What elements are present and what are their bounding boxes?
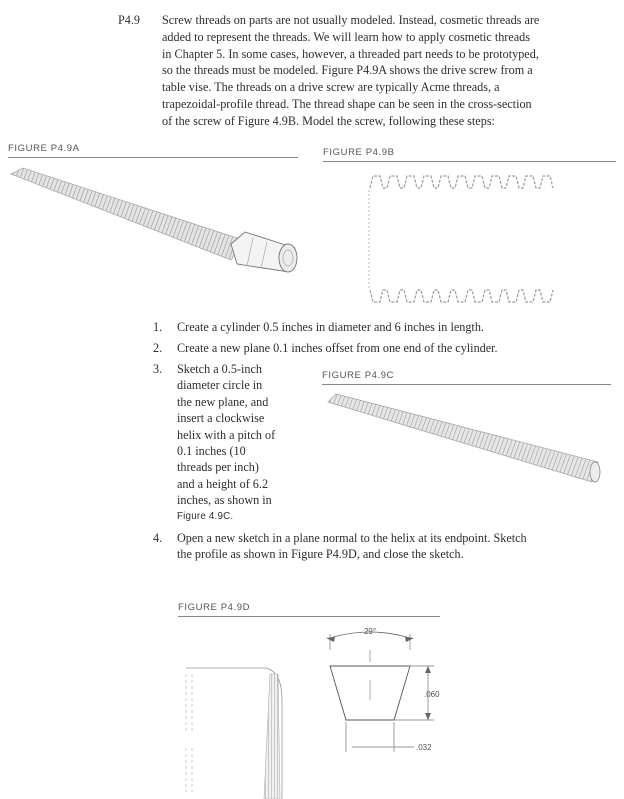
step-line: helix with a pitch of <box>177 427 276 442</box>
step-text: Create a cylinder 0.5 inches in diameter and 6 inches in length. <box>177 320 484 334</box>
step-line: and a height of 6.2 <box>177 476 269 491</box>
figure-a-rule <box>8 157 298 158</box>
figure-d-label: FIGURE P4.9D <box>178 602 251 613</box>
figure-c-helix <box>322 388 607 488</box>
figure-d-thread-profile <box>178 620 458 799</box>
step-line: diameter circle in <box>177 378 263 393</box>
step-line: Open a new sketch in a plane normal to the helix at its endpoint. Sketch <box>177 531 527 545</box>
problem-line: of the screw of Figure 4.9B. Model the screw, following these steps: <box>162 113 495 128</box>
step-line: insert a clockwise <box>177 411 265 426</box>
step-number: 2. <box>153 341 163 355</box>
problem-line: trapezoidal-profile thread. The thread shape can be seen in the cross-section <box>162 96 532 111</box>
dim-width: .032 <box>416 743 432 752</box>
problem-line: table vise. The threads on a drive screw are typically Acme threads, a <box>162 80 500 95</box>
dim-angle: 29° <box>363 627 377 636</box>
step-text <box>177 530 617 563</box>
figure-b-cross-section <box>360 166 570 308</box>
problem-number: P4.9 <box>118 13 141 27</box>
dim-height: .060 <box>424 690 440 699</box>
step-line: the profile as shown in Figure P4.9D, and close the sketch. <box>177 547 464 562</box>
problem-line: in Chapter 5. In some cases, however, a threaded part needs to be prototyped, <box>162 46 539 61</box>
problem-text <box>162 12 617 130</box>
step-number: 4. <box>153 531 163 545</box>
step-line: inches, as shown in <box>177 493 272 508</box>
figure-b-label: FIGURE P4.9B <box>323 147 395 158</box>
step-number: 1. <box>153 320 163 334</box>
problem-line: so the threads must be modeled. Figure P4.9A shows the drive screw from a <box>162 63 533 78</box>
step-line: the new plane, and <box>177 394 269 409</box>
step-number: 3. <box>153 362 163 376</box>
step-line: Sketch a 0.5-inch <box>177 362 262 376</box>
step-text: Create a new plane 0.1 inches offset from one end of the cylinder. <box>177 341 498 355</box>
step-line: 0.1 inches (10 <box>177 444 246 459</box>
figure-b-rule <box>323 161 616 162</box>
figure-d-rule <box>178 616 440 617</box>
figure-a-label: FIGURE P4.9A <box>8 143 80 154</box>
figure-a-drive-screw <box>5 160 305 275</box>
problem-line: added to represent the threads. We will learn how to apply cosmetic threads <box>162 29 531 44</box>
step-line: Figure 4.9C. <box>177 510 234 522</box>
step-line: threads per inch) <box>177 460 259 475</box>
problem-line: Screw threads on parts are not usually modeled. Instead, cosmetic threads are <box>162 13 540 27</box>
figure-c-label: FIGURE P4.9C <box>322 370 395 381</box>
step-text <box>177 361 317 525</box>
figure-c-rule <box>322 384 611 385</box>
